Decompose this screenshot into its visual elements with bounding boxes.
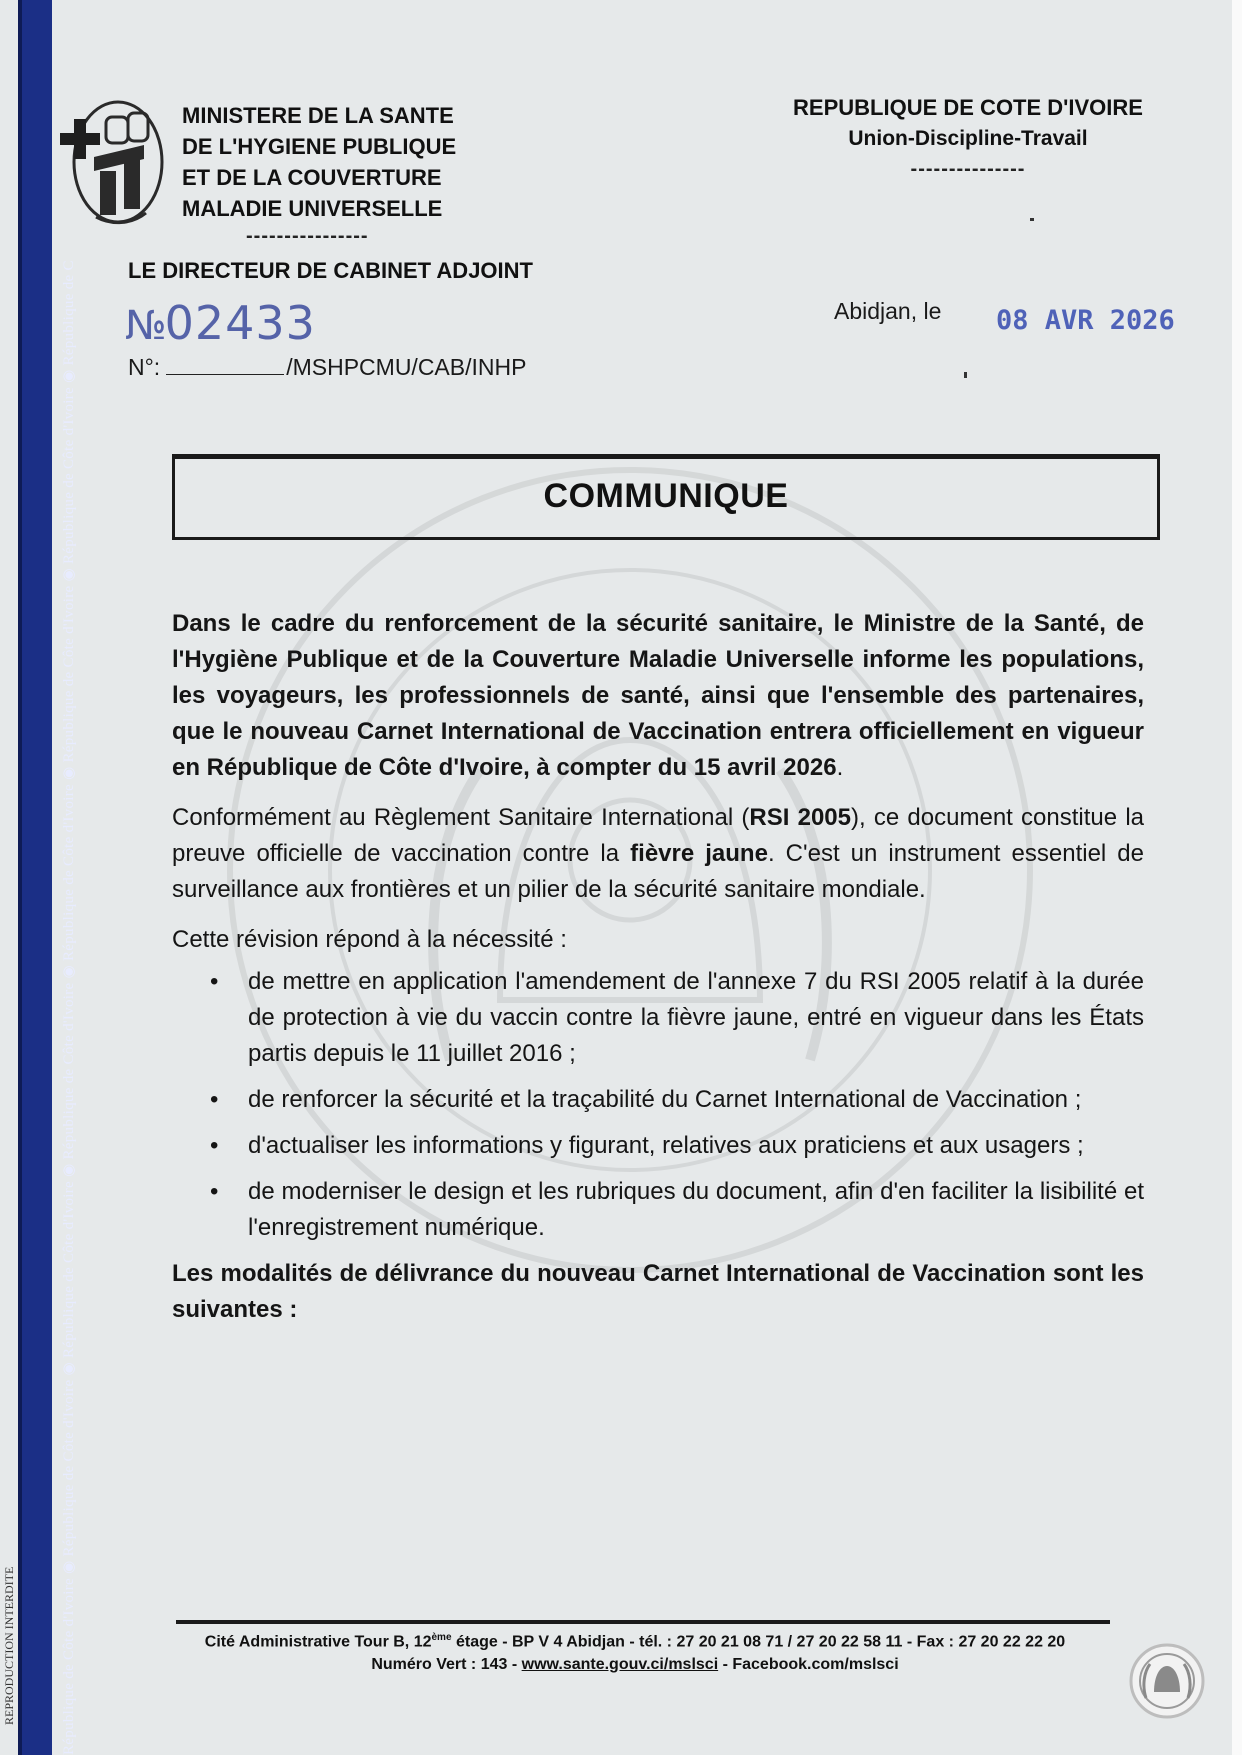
reference-number: 02433: [164, 296, 316, 350]
ministry-line: DE L'HYGIENE PUBLIQUE: [182, 134, 457, 159]
reference-number-stamp: [125, 296, 316, 350]
communique-box: [172, 454, 1160, 540]
place-label: Abidjan, le: [834, 298, 942, 324]
modalities-paragraph: Les modalités de délivrance du nouveau Carnet International de Vaccination sont les suivantes :: [172, 1260, 1144, 1323]
communique-title: COMMUNIQUE: [543, 477, 789, 515]
footer-hotline: Numéro Vert : 143 -: [371, 1656, 522, 1673]
intro-paragraph: [172, 606, 1144, 786]
website-link[interactable]: www.sante.gouv.ci/mslsci: [521, 1656, 719, 1673]
ministry-line: MALADIE UNIVERSELLE: [182, 196, 443, 221]
reference-line: [128, 354, 526, 381]
director-title: LE DIRECTEUR DE CABINET ADJOINT: [128, 258, 533, 283]
ref-suffix: /MSHPCMU/CAB/INHP: [286, 354, 527, 380]
footer-superscript: ème: [431, 1632, 452, 1643]
list-item: [172, 964, 1144, 1072]
rsi-reference: RSI 2005: [749, 804, 851, 831]
footer-address-b: étage - BP V 4 Abidjan - tél. : 27 20 21 08 71 / 27 20 22 58 11 - Fax : 27 20 22 22 20: [451, 1633, 1066, 1651]
security-band: [18, 0, 77, 1755]
footer-rule: [176, 1620, 1110, 1624]
rsi-text-c: . C'est un instrument essentiel de surveillance aux frontières et un pilier de la sécurité sanitaire mondiale.: [172, 840, 1144, 903]
footer-facebook: - Facebook.com/mslsci: [718, 1656, 899, 1673]
footer-contacts: [150, 1656, 1120, 1674]
bullet-icon: •: [210, 1178, 219, 1205]
list-item-text: d'actualiser les informations y figurant, relatives aux praticiens et aux usagers ;: [248, 1132, 1084, 1159]
separator-right: ---------------: [910, 158, 1026, 180]
republic-name: REPUBLIQUE DE COTE D'IVOIRE: [793, 95, 1143, 120]
number-prefix: №: [125, 303, 165, 349]
rsi-text-a: Conformément au Règlement Sanitaire International (: [172, 804, 750, 831]
bullet-icon: •: [210, 968, 219, 995]
revision-list: [172, 964, 1144, 1246]
intro-text: Dans le cadre du renforcement de la sécurité sanitaire, le Ministre de la Santé, de l'Hygiène Publique et de la Couverture Maladie Universelle informe les populations, les voyageurs, les professionnels de santé, ainsi que l'ensemble des partenaires, que le nouveau Carnet International de Vaccination entrera officiellement en vigueur en République de Côte d'Ivoire, à compter du 15 avril 2026: [172, 610, 1144, 781]
list-item: [172, 1128, 1144, 1164]
yellow-fever-term: fièvre jaune: [630, 840, 768, 867]
ink-speck: [1030, 218, 1034, 221]
list-item: [172, 1082, 1144, 1118]
list-item: [172, 1174, 1144, 1246]
separator-left: ----------------: [246, 225, 369, 247]
rsi-text-b: ), ce document constitue la preuve officielle de vaccination contre la: [172, 804, 1144, 867]
band-stripe: [18, 0, 22, 1755]
revision-paragraph: Cette révision répond à la nécessité :: [172, 926, 567, 953]
ref-label: N°:: [128, 354, 161, 380]
ink-speck: [964, 372, 967, 378]
footer-address: [150, 1632, 1120, 1651]
list-item-text: de moderniser le design et les rubriques du document, afin d'en faciliter la lisibilité et l'enregistrement numérique.: [248, 1178, 1144, 1241]
reproduction-notice: REPRODUCTION INTERDITE: [2, 1566, 16, 1725]
intro-period: .: [836, 754, 844, 781]
security-band-text: République de Côte d'Ivoire ◉ République de Côte d'Ivoire ◉ République de Côte d'Ivoire ◉ République de Côte d'Ivoire ◉ République de Côte d'Ivoire ◉ République de Côte d'Ivoire ◉ République de Côte d'Ivoire ◉ République de C: [61, 260, 77, 1755]
ministry-crest-icon: [66, 97, 166, 231]
document-body: [172, 606, 1144, 1328]
national-seal-icon: [1128, 1642, 1206, 1720]
bullet-icon: •: [210, 1086, 219, 1113]
ministry-line: MINISTERE DE LA SANTE: [182, 103, 454, 128]
rsi-paragraph: [172, 800, 1144, 908]
bullet-icon: •: [210, 1132, 219, 1159]
paper-edge: [1232, 0, 1242, 1755]
list-item-text: de mettre en application l'amendement de l'annexe 7 du RSI 2005 relatif à la durée de protection à vie du vaccin contre la fièvre jaune, entré en vigueur dans les États partis depuis le 11 juillet 2016 ;: [248, 968, 1144, 1067]
national-motto: Union-Discipline-Travail: [848, 127, 1088, 150]
footer-address-a: Cité Administrative Tour B, 12: [204, 1633, 432, 1651]
list-item-text: de renforcer la sécurité et la traçabilité du Carnet International de Vaccination ;: [248, 1086, 1082, 1113]
ministry-line: ET DE LA COUVERTURE: [182, 165, 442, 190]
date-stamp: 08 AVR 2026: [996, 305, 1175, 336]
ref-blank: [166, 356, 284, 375]
ministry-name: [182, 100, 522, 224]
